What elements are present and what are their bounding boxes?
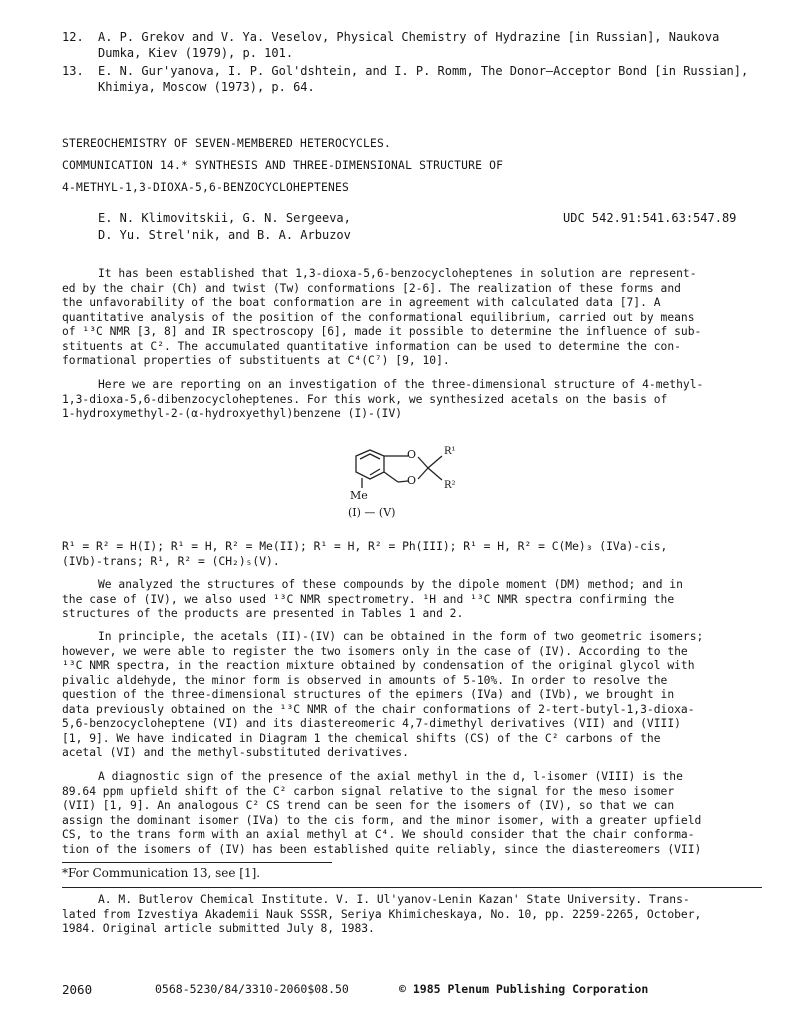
text-line: It has been established that 1,3-dioxa-5,6-benzocycloheptenes in solution are represent- xyxy=(98,267,697,280)
article-title-line: STEREOCHEMISTRY OF SEVEN-MEMBERED HETEROCYCLES. xyxy=(62,137,392,150)
text-line: ¹³C NMR spectra, in the reaction mixture obtained by condensation of the original glycol with xyxy=(62,659,695,672)
oxygen-bottom: O xyxy=(407,474,417,487)
reference-number: 12. xyxy=(62,30,84,44)
chemical-structure xyxy=(340,448,500,528)
article-title-line: COMMUNICATION 14.* SYNTHESIS AND THREE-DIMENSIONAL STRUCTURE OF xyxy=(62,159,504,172)
text-line: Here we are reporting on an investigation of the three-dimensional structure of 4-methyl- xyxy=(98,378,704,391)
text-line: data previously obtained on the ¹³C NMR of the chair conformations of 2-tert-butyl-1,3-dioxa- xyxy=(62,702,695,716)
reference-text-continued: Dumka, Kiev (1979), p. 101. xyxy=(98,46,294,60)
text-line: A. M. Butlerov Chemical Institute. V. I. Ul'yanov-Lenin Kazan' State University. Trans- xyxy=(98,893,690,906)
methyl-label: Me xyxy=(350,489,368,502)
reference-text-continued: Khimiya, Moscow (1973), p. 64. xyxy=(98,80,315,94)
text-line: structures of the products are presented in Tables 1 and 2. xyxy=(62,607,464,620)
text-line: however, we were able to register the two isomers only in the case of (IV). According to the xyxy=(62,644,688,658)
oxygen-top: O xyxy=(407,448,417,461)
page-number: 2060 xyxy=(62,982,93,997)
text-line: the unfavorability of the boat conformation are in agreement with calculated data [7]. A xyxy=(62,296,661,309)
text-line: (VII) [1, 9]. An analogous C² CS trend can be seen for the isomers of (IV), so that we can xyxy=(62,799,675,812)
text-line: CS, to the trans form with an axial methyl at C⁴. We should consider that the chair conforma- xyxy=(62,828,695,841)
paragraph-analysis xyxy=(62,578,762,622)
text-line: question of the three-dimensional structures of the epimers (IVa) and (IVb), we brought in xyxy=(62,688,675,701)
text-line: assign the dominant isomer (IVa) to the cis form, and the minor isomer, with a greater upfield xyxy=(62,813,702,827)
text-line: formational properties of substituents at C⁴(C⁷) [9, 10]. xyxy=(62,354,450,367)
reference-text: E. N. Gur'yanova, I. P. Gol'dshtein, and I. P. Romm, The Donor—Acceptor Bond [in Russian], xyxy=(98,64,749,78)
journal-code: 0568-5230/84/3310-2060$08.50 xyxy=(155,982,349,996)
authors-line: E. N. Klimovitskii, G. N. Sergeeva, xyxy=(98,211,351,225)
text-line: R¹ = R² = H(I); R¹ = H, R² = Me(II); R¹ = H, R² = Ph(III); R¹ = H, R² = C(Me)₃ (IVa)-cis, xyxy=(62,540,668,553)
text-line: A diagnostic sign of the presence of the axial methyl in the d, l-isomer (VIII) is the xyxy=(98,770,683,783)
substituents-list xyxy=(62,540,762,569)
footnote-divider xyxy=(62,862,332,863)
institution-divider xyxy=(62,887,762,888)
institution-note xyxy=(62,893,762,937)
text-line: 5,6-benzocycloheptene (VI) and its diastereomeric 4,7-dimethyl derivatives (VII) and (VIII) xyxy=(62,717,681,730)
footnote: *For Communication 13, see [1]. xyxy=(62,866,261,880)
structure-caption: (I) — (V) xyxy=(348,506,396,519)
r1-label: R¹ xyxy=(444,446,456,457)
article-title-line: 4-METHYL-1,3-DIOXA-5,6-BENZOCYCLOHEPTENES xyxy=(62,181,350,194)
text-line: of ¹³C NMR [3, 8] and IR spectroscopy [6], made it possible to determine the influence of sub- xyxy=(62,325,702,338)
text-line: 1,3-dioxa-5,6-dibenzocycloheptenes. For this work, we synthesized acetals on the basis of xyxy=(62,392,668,406)
paragraph-investigation xyxy=(62,378,762,422)
paragraph-intro xyxy=(62,267,762,369)
paragraph-diagnostic xyxy=(62,770,762,857)
text-line: 89.64 ppm upfield shift of the C² carbon signal relative to the signal for the meso isomer xyxy=(62,784,675,798)
text-line: 1-hydroxymethyl-2-(α-hydroxyethyl)benzene (I)-(IV) xyxy=(62,407,403,420)
r2-label: R² xyxy=(444,480,456,491)
text-line: quantitative analysis of the position of the conformational equilibrium, carried out by means xyxy=(62,310,695,324)
udc-code: UDC 542.91:541.63:547.89 xyxy=(563,211,737,225)
text-line: the case of (IV), we also used ¹³C NMR spectrometry. ¹H and ¹³C NMR spectra confirming the xyxy=(62,592,675,606)
reference-number: 13. xyxy=(62,64,84,78)
text-line: stituents at C². The accumulated quantitative information can be used to determine the con- xyxy=(62,339,681,353)
text-line: lated from Izvestiya Akademii Nauk SSSR, Seriya Khimicheskaya, No. 10, pp. 2259-2265, October, xyxy=(62,907,702,921)
text-line: ed by the chair (Ch) and twist (Tw) conformations [2-6]. The realization of these forms and xyxy=(62,281,681,295)
reference-text: A. P. Grekov and V. Ya. Veselov, Physical Chemistry of Hydrazine [in Russian], Naukova xyxy=(98,30,720,44)
text-line: In principle, the acetals (II)-(IV) can be obtained in the form of two geometric isomers; xyxy=(98,630,704,643)
text-line: [1, 9]. We have indicated in Diagram 1 the chemical shifts (CS) of the C² carbons of the xyxy=(62,731,661,745)
text-line: (IVb)-trans; R¹, R² = (CH₂)₅(V). xyxy=(62,554,280,568)
text-line: acetal (VI) and the methyl-substituted derivatives. xyxy=(62,746,409,759)
text-line: We analyzed the structures of these compounds by the dipole moment (DM) method; and in xyxy=(98,578,683,591)
copyright: © 1985 Plenum Publishing Corporation xyxy=(399,982,649,996)
paragraph-isomers xyxy=(62,630,762,761)
text-line: tion of the isomers of (IV) has been established quite reliably, since the diastereomers (VII) xyxy=(62,842,702,856)
text-line: 1984. Original article submitted July 8, 1983. xyxy=(62,922,375,935)
text-line: pivalic aldehyde, the minor form is observed in amounts of 5-10%. In order to resolve the xyxy=(62,673,668,687)
authors-line: D. Yu. Strel'nik, and B. A. Arbuzov xyxy=(98,228,351,242)
